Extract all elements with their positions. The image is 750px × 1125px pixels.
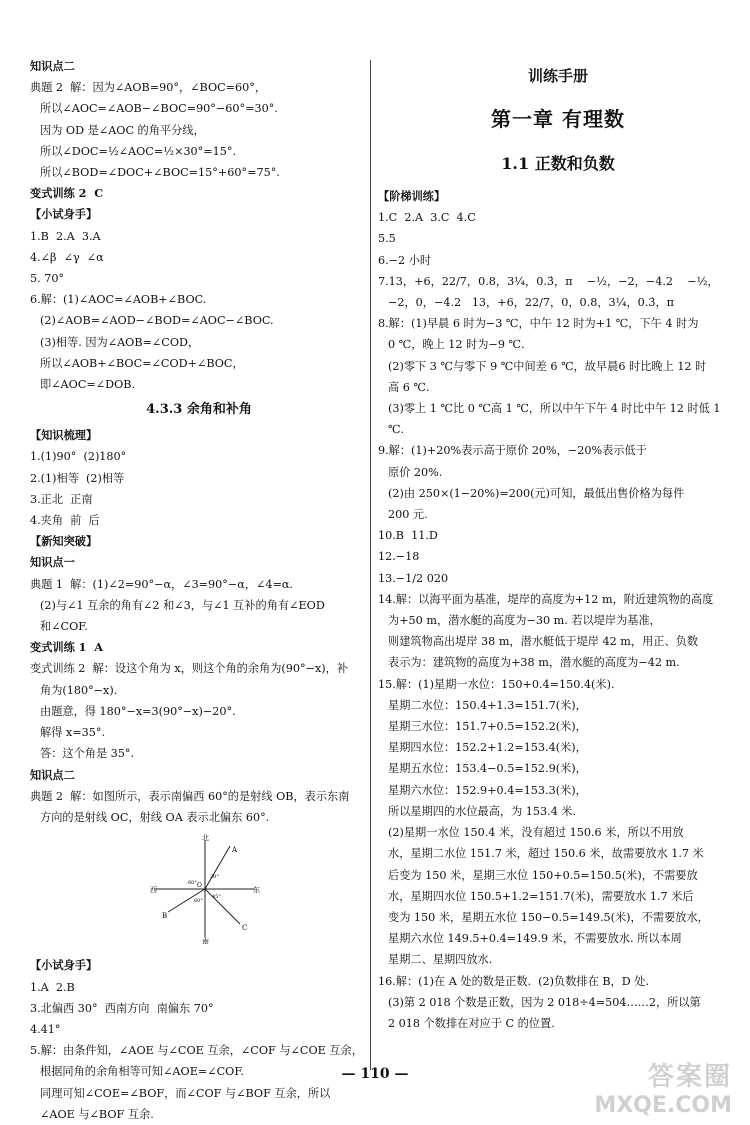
- answer-line: 【小试身手】: [30, 207, 98, 222]
- label-angle3: 45°: [212, 894, 221, 901]
- answer-line: 0 ℃，晚上 12 时为−9 ℃.: [388, 338, 525, 352]
- answer-line: 水，星期二水位 151.7 米，超过 150.6 米，故需要放水 1.7 米: [388, 847, 704, 861]
- watermark-logo: [594, 1056, 732, 1118]
- answer-line: 2 018 个数排在对应于 C 的位置.: [388, 1016, 555, 1030]
- column-divider: [370, 60, 371, 1070]
- answer-line: 和∠COF.: [40, 620, 88, 634]
- right-column: [378, 56, 738, 1034]
- answer-line: (3)第 2 018 个数是正数，因为 2 018÷4=504……2，所以第: [388, 995, 701, 1009]
- answer-line: 水，星期四水位 150.5+1.2=151.7(米)，需要放水 1.7 米后: [388, 889, 694, 903]
- answer-line: 4.夹角 前 后: [30, 514, 100, 528]
- answer-line: 1.A 2.B: [30, 980, 75, 994]
- answer-line: (3)相等. 因为∠AOB=∠COD，: [40, 335, 200, 349]
- answer-line: 10.B 11.D: [378, 529, 438, 543]
- answer-line: 6.解：(1)∠AOC=∠AOB+∠BOC.: [30, 293, 207, 307]
- label-a: A: [232, 846, 238, 855]
- answer-line: 同理可知∠COE=∠BOF，而∠COF 与∠BOF 互余，所以: [40, 1086, 331, 1100]
- left-answers-part2: [30, 425, 368, 828]
- answer-line: −2，0，−4.2 13，+6，22/7，0，0.8，3¼，0.3̇，π: [388, 296, 674, 310]
- answer-line: 星期二水位：150.4+1.3=151.7(米)，: [388, 698, 587, 712]
- answer-line: 由题意，得 180°−x=3(90°−x)−20°.: [40, 704, 236, 718]
- answer-line: 高 6 ℃.: [388, 380, 430, 394]
- answer-line: 6.−2 小时: [378, 253, 432, 267]
- answer-line: 1.B 2.A 3.A: [30, 229, 101, 243]
- answer-line: 所以∠AOC=∠AOB−∠BOC=90°−60°=30°.: [40, 102, 278, 116]
- answer-line: 所以星期四的水位最高，为 153.4 米.: [388, 804, 577, 818]
- answer-line: 3.正北 正南: [30, 492, 93, 506]
- label-o: O: [197, 882, 202, 890]
- answer-line: 知识点二: [30, 767, 75, 782]
- answer-line: 星期四水位：152.2+1.2=153.4(米)，: [388, 741, 587, 755]
- answer-line: 【小试身手】: [30, 958, 98, 973]
- answer-line: 所以∠BOD=∠DOC+∠BOC=15°+60°=75°.: [40, 166, 280, 180]
- section-title-1-1: 1.1 正数和负数: [501, 154, 615, 173]
- watermark-top: 答案圈: [647, 1062, 732, 1092]
- ray-oc: [205, 889, 240, 924]
- answer-line: 变式训练 1 A: [30, 640, 103, 655]
- answer-line: 变为 150 米，星期五水位 150−0.5=149.5(米)，不需要放水，: [388, 910, 709, 924]
- answer-line: 角为(180°−x).: [40, 683, 118, 697]
- answer-line: 星期二、星期四放水.: [388, 953, 493, 967]
- answer-line: (2)与∠1 互余的角有∠2 和∠3，与∠1 互补的角有∠EOD: [40, 598, 325, 612]
- watermark-bottom: MXQE.COM: [594, 1093, 732, 1118]
- answer-line: 星期六水位：152.9+0.4=153.3(米)，: [388, 783, 587, 797]
- answer-line: 后变为 150 米，星期三水位 150+0.5=150.5(米)，不需要放: [388, 868, 698, 882]
- label-west: 西: [150, 886, 157, 895]
- answer-line: 【阶梯训练】: [378, 189, 446, 203]
- answer-line: 表示为：建筑物的高度为+38 m，潜水艇的高度为−42 m.: [388, 656, 680, 670]
- left-answers-part3: [30, 955, 368, 1125]
- answer-line: 5. 70°: [30, 272, 65, 286]
- label-east: 东: [253, 886, 260, 895]
- answer-line: 【知识梳理】: [30, 428, 98, 443]
- answer-line: 5.解：由条件知，∠AOE 与∠COE 互余，∠COF 与∠COE 互余，: [30, 1044, 363, 1058]
- answer-line: 则建筑物高出堤岸 38 m，潜水艇低于堤岸 42 m，用正、负数: [388, 635, 699, 649]
- answer-line: (2)∠AOB=∠AOD−∠BOD=∠AOC−∠BOC.: [40, 314, 274, 328]
- answer-line: 星期五水位：153.4−0.5=152.9(米)，: [388, 762, 587, 776]
- label-angle1: 60°: [188, 880, 197, 887]
- answer-line: 4.∠β ∠γ ∠α: [30, 250, 104, 264]
- label-south: 南: [202, 938, 209, 945]
- left-column: [30, 56, 368, 1125]
- chapter-title: 第一章 有理数: [491, 107, 625, 131]
- answer-line: 因为 OD 是∠AOC 的角平分线，: [40, 123, 205, 137]
- answer-line: 知识点一: [30, 555, 75, 570]
- answer-line: 所以∠DOC=½∠AOC=½×30°=15°.: [40, 144, 237, 158]
- answer-line: 答：这个角是 35°.: [40, 747, 135, 761]
- answer-line: 3.北偏西 30° 西南方向 南偏东 70°: [30, 1001, 214, 1015]
- answer-line: 9.解：(1)+20%表示高于原价 20%，−20%表示低于: [378, 444, 647, 458]
- right-answers: [378, 186, 738, 1034]
- answer-line: 4.41°: [30, 1022, 61, 1036]
- answer-line: 为+50 m，潜水艇的高度为−30 m. 若以堤岸为基准，: [388, 614, 661, 628]
- section-title-4-3-3: 4.3.3 余角和补角: [146, 402, 252, 418]
- answer-line: 15.解：(1)星期一水位：150+0.4=150.4(米).: [378, 677, 615, 691]
- answer-line: 解得 x=35°.: [40, 726, 106, 740]
- answer-line: 变式训练 2 C: [30, 186, 104, 201]
- direction-figure: [150, 834, 260, 944]
- answer-line: 12.−18: [378, 550, 420, 564]
- answer-line: 16.解：(1)在 A 处的数是正数. (2)负数排在 B，D 处.: [378, 974, 650, 988]
- answer-line: 星期三水位：151.7+0.5=152.2(米)，: [388, 720, 587, 734]
- answer-line: 变式训练 2 解：设这个角为 x，则这个角的余角为(90°−x)，补: [30, 662, 349, 676]
- answer-line: 200 元.: [388, 508, 428, 522]
- answer-line: 8.解：(1)早晨 6 时为−3 ℃，中午 12 时为+1 ℃，下午 4 时为: [378, 317, 699, 331]
- label-angle4: 60°: [194, 898, 203, 905]
- answer-line: 根据同角的余角相等可知∠AOE=∠COF.: [40, 1065, 244, 1079]
- answer-line: 2.(1)相等 (2)相等: [30, 471, 125, 485]
- label-north: 北: [202, 834, 209, 843]
- label-c: C: [242, 924, 248, 933]
- label-b: B: [162, 912, 168, 921]
- answer-line: 1.(1)90° (2)180°: [30, 450, 127, 464]
- answer-line: 典题 1 解：(1)∠2=90°−α，∠3=90°−α，∠4=α.: [30, 577, 293, 591]
- answer-line: (3)零上 1 ℃比 0 ℃高 1 ℃，所以中午下午 4 时比中午 12 时低 1 ℃.: [388, 402, 725, 437]
- book-title: 训练手册: [527, 67, 588, 85]
- answer-line: 5.5: [378, 232, 396, 246]
- answer-line: (2)零下 3 ℃与零下 9 ℃中间差 6 ℃，故早晨6 时比晚上 12 时: [388, 359, 707, 373]
- page-number: — 110 —: [341, 1066, 409, 1082]
- label-angle2: 30°: [210, 874, 219, 881]
- answer-line: 【新知突破】: [30, 534, 98, 549]
- answer-line: 14.解：以海平面为基准，堤岸的高度为+12 m，附近建筑物的高度: [378, 592, 714, 606]
- answer-line: ∠AOE 与∠BOF 互余.: [40, 1107, 154, 1121]
- answer-line: 星期六水位 149.5+0.4=149.9 米，不需要放水. 所以本周: [388, 932, 682, 946]
- answer-line: 7.13，+6，22/7，0.8，3¼，0.3̇，π −½，−2，−4.2 −½，: [378, 274, 719, 288]
- answer-line: 1.C 2.A 3.C 4.C: [378, 211, 476, 225]
- answer-line: (2)由 250×(1−20%)=200(元)可知，最低出售价格为每件: [388, 486, 685, 500]
- answer-line: 方向的是射线 OC，射线 OA 表示北偏东 60°.: [40, 810, 270, 824]
- ray-oa: [205, 846, 230, 889]
- answer-line: 即∠AOC=∠DOB.: [40, 378, 136, 392]
- answer-line: (2)星期一水位 150.4 米，没有超过 150.6 米，所以不用放: [388, 826, 684, 840]
- left-answers-part1: [30, 56, 368, 395]
- answer-line: 典题 2 解：如图所示，表示南偏西 60°的是射线 OB，表示东南: [30, 789, 350, 803]
- answer-line: 所以∠AOB+∠BOC=∠COD+∠BOC，: [40, 356, 244, 370]
- answer-line: 13.−1/2 020: [378, 571, 449, 585]
- answer-line: 典题 2 解：因为∠AOB=90°，∠BOC=60°，: [30, 81, 267, 95]
- answer-line: 知识点二: [30, 59, 75, 73]
- answer-line: 原价 20%.: [388, 465, 443, 479]
